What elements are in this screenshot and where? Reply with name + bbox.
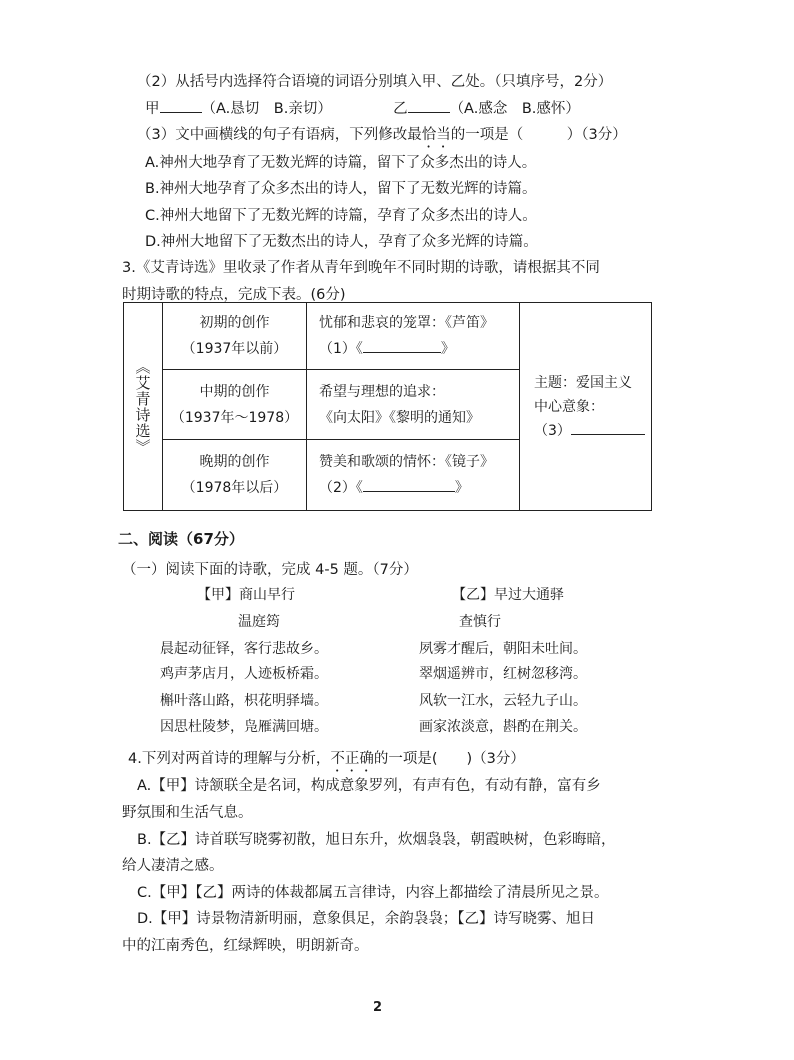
poem-b-line: 风软一江水，云轻九子山。 — [419, 693, 587, 709]
image-answer — [534, 419, 651, 443]
feature-item — [319, 336, 519, 362]
q3-prompt-post: 的一项是（ ）（3分） — [450, 127, 627, 143]
poem-a-line: 晨起动征铎，客行悲故乡。 — [160, 641, 328, 657]
q3-option-a: A.神州大地孕育了无数光辉的诗篇，留下了众多杰出的诗人。 — [145, 155, 537, 171]
item-pre: （2）《 — [319, 480, 363, 496]
poem-a-author: 温庭筠 — [238, 614, 280, 630]
q3-prompt-pre: （3）文中画横线的句子有语病，下列修改最 — [137, 127, 422, 143]
poem-b-line: 夙雾才醒后，朝阳未吐间。 — [419, 641, 587, 657]
table-period-cell — [163, 370, 307, 440]
poem-b-author: 查慎行 — [459, 614, 501, 630]
poem-b-title: 【乙】早过大通驿 — [452, 587, 564, 603]
q4-prompt — [128, 747, 525, 775]
feature-text: 赞美和歌颂的情怀：《镜子》 — [319, 454, 494, 470]
table-feature-cell — [307, 303, 520, 370]
page-number: 2 — [373, 1000, 383, 1015]
q3-option-d: D.神州大地留下了无数杰出的诗人，孕育了众多光辉的诗篇。 — [145, 234, 538, 250]
q4-prompt-emphasis: 不正确 — [330, 751, 374, 767]
q2-jia-label: 甲 — [145, 101, 160, 117]
period-years: （1937年～1978） — [170, 409, 299, 426]
q3b-line1: 3.《艾青诗选》里收录了作者从青年到晚年不同时期的诗歌，请根据其不同 — [122, 260, 600, 276]
q4-option-b-line1: B.【乙】诗首联写晓雾初散，旭日东升，炊烟袅袅，朝霞映树，色彩晦暗， — [137, 832, 616, 848]
poem-a-line: 鸡声茅店月，人迹板桥霜。 — [160, 666, 328, 682]
answer-blank-2[interactable] — [363, 477, 455, 492]
q4-option-d-line2: 中的江南秀色，红绿辉映，明朗新奇。 — [122, 938, 369, 954]
q2-yi-options: （A.感念 B.感怀） — [449, 101, 580, 117]
theme-text: 主题：爱国主义 — [534, 374, 632, 391]
table-feature-cell — [307, 440, 520, 511]
period-years: （1937年以前） — [181, 341, 288, 357]
q4-option-b-line2: 给人凄清之感。 — [122, 858, 224, 874]
q2-yi-blank[interactable] — [408, 98, 450, 114]
item-pre: （1）《 — [319, 341, 363, 357]
poem-a-line: 槲叶落山路，枳花明驿墙。 — [160, 693, 328, 709]
q2-blanks — [145, 97, 580, 118]
item-post: 》 — [454, 480, 469, 496]
q4-option-d-line1: D.【甲】诗景物清新明丽，意象俱足，余韵袅袅；【乙】诗写晓雾、旭日 — [137, 911, 596, 927]
q3-option-c: C.神州大地留下了无数光辉的诗篇，孕育了众多杰出的诗人。 — [145, 208, 537, 224]
q3-prompt-emphasis: 恰当 — [421, 127, 451, 143]
feature-text: 希望与理想的追求： — [319, 383, 445, 400]
answer-blank-3[interactable] — [571, 420, 645, 435]
feature-item — [319, 475, 519, 501]
q2-yi-label: 乙 — [393, 101, 408, 117]
table-period-cell — [163, 440, 307, 511]
image-blank-label: （3） — [534, 422, 571, 439]
q4-prompt-pre: 4.下列对两首诗的理解与分析， — [128, 751, 331, 767]
table-period-cell — [163, 303, 307, 370]
poem-b-line: 画家浓淡意，斟酌在荆关。 — [419, 719, 587, 735]
poem-a-line: 因思杜陵梦，凫雁满回塘。 — [160, 719, 328, 735]
table-book-title: 《艾青诗选》 — [124, 303, 163, 511]
table-theme-cell — [520, 303, 652, 511]
answer-blank-1[interactable] — [363, 338, 441, 353]
q4-prompt-post: 的一项是( )（3分） — [373, 751, 525, 767]
table-feature-cell — [307, 370, 520, 440]
section-title: 二、阅读（67分） — [118, 530, 244, 548]
q3-prompt — [137, 123, 627, 151]
feature-item: 《向太阳》《黎明的通知》 — [319, 409, 480, 426]
period-name: 晚期的创作 — [199, 454, 270, 470]
q2-jia-options: （A.恳切 B.亲切） — [201, 101, 332, 117]
poem-a-title: 【甲】商山早行 — [197, 587, 295, 603]
period-name: 初期的创作 — [199, 315, 270, 331]
q4-option-a-line2: 野氛围和生活气息。 — [122, 805, 253, 821]
period-years: （1978年以后） — [181, 480, 288, 496]
image-label: 中心意象： — [534, 398, 604, 415]
q4-option-c: C.【甲】【乙】两诗的体裁都属五言律诗，内容上都描绘了清晨所见之景。 — [137, 885, 609, 901]
poetry-periods-table — [123, 302, 652, 511]
poem-b-line: 翠烟遥辨市，红树忽移湾。 — [419, 666, 587, 682]
section-sub: （一）阅读下面的诗歌，完成 4-5 题。（7分） — [122, 562, 418, 578]
q2-prompt: （2）从括号内选择符合语境的词语分别填入甲、乙处。（只填序号，2分） — [137, 74, 613, 90]
q3b-line2: 时期诗歌的特点，完成下表。(6分) — [122, 287, 346, 303]
feature-text: 忧郁和悲哀的笼罩：《芦笛》 — [319, 315, 494, 331]
q2-jia-blank[interactable] — [160, 98, 202, 114]
q4-option-a-line1: A.【甲】诗颔联全是名词，构成意象罗列，有声有色，有动有静，富有乡 — [137, 778, 601, 794]
item-post: 》 — [440, 341, 455, 357]
q3-option-b: B.神州大地孕育了众多杰出的诗人，留下了无数光辉的诗篇。 — [145, 181, 537, 197]
period-name: 中期的创作 — [199, 383, 270, 400]
